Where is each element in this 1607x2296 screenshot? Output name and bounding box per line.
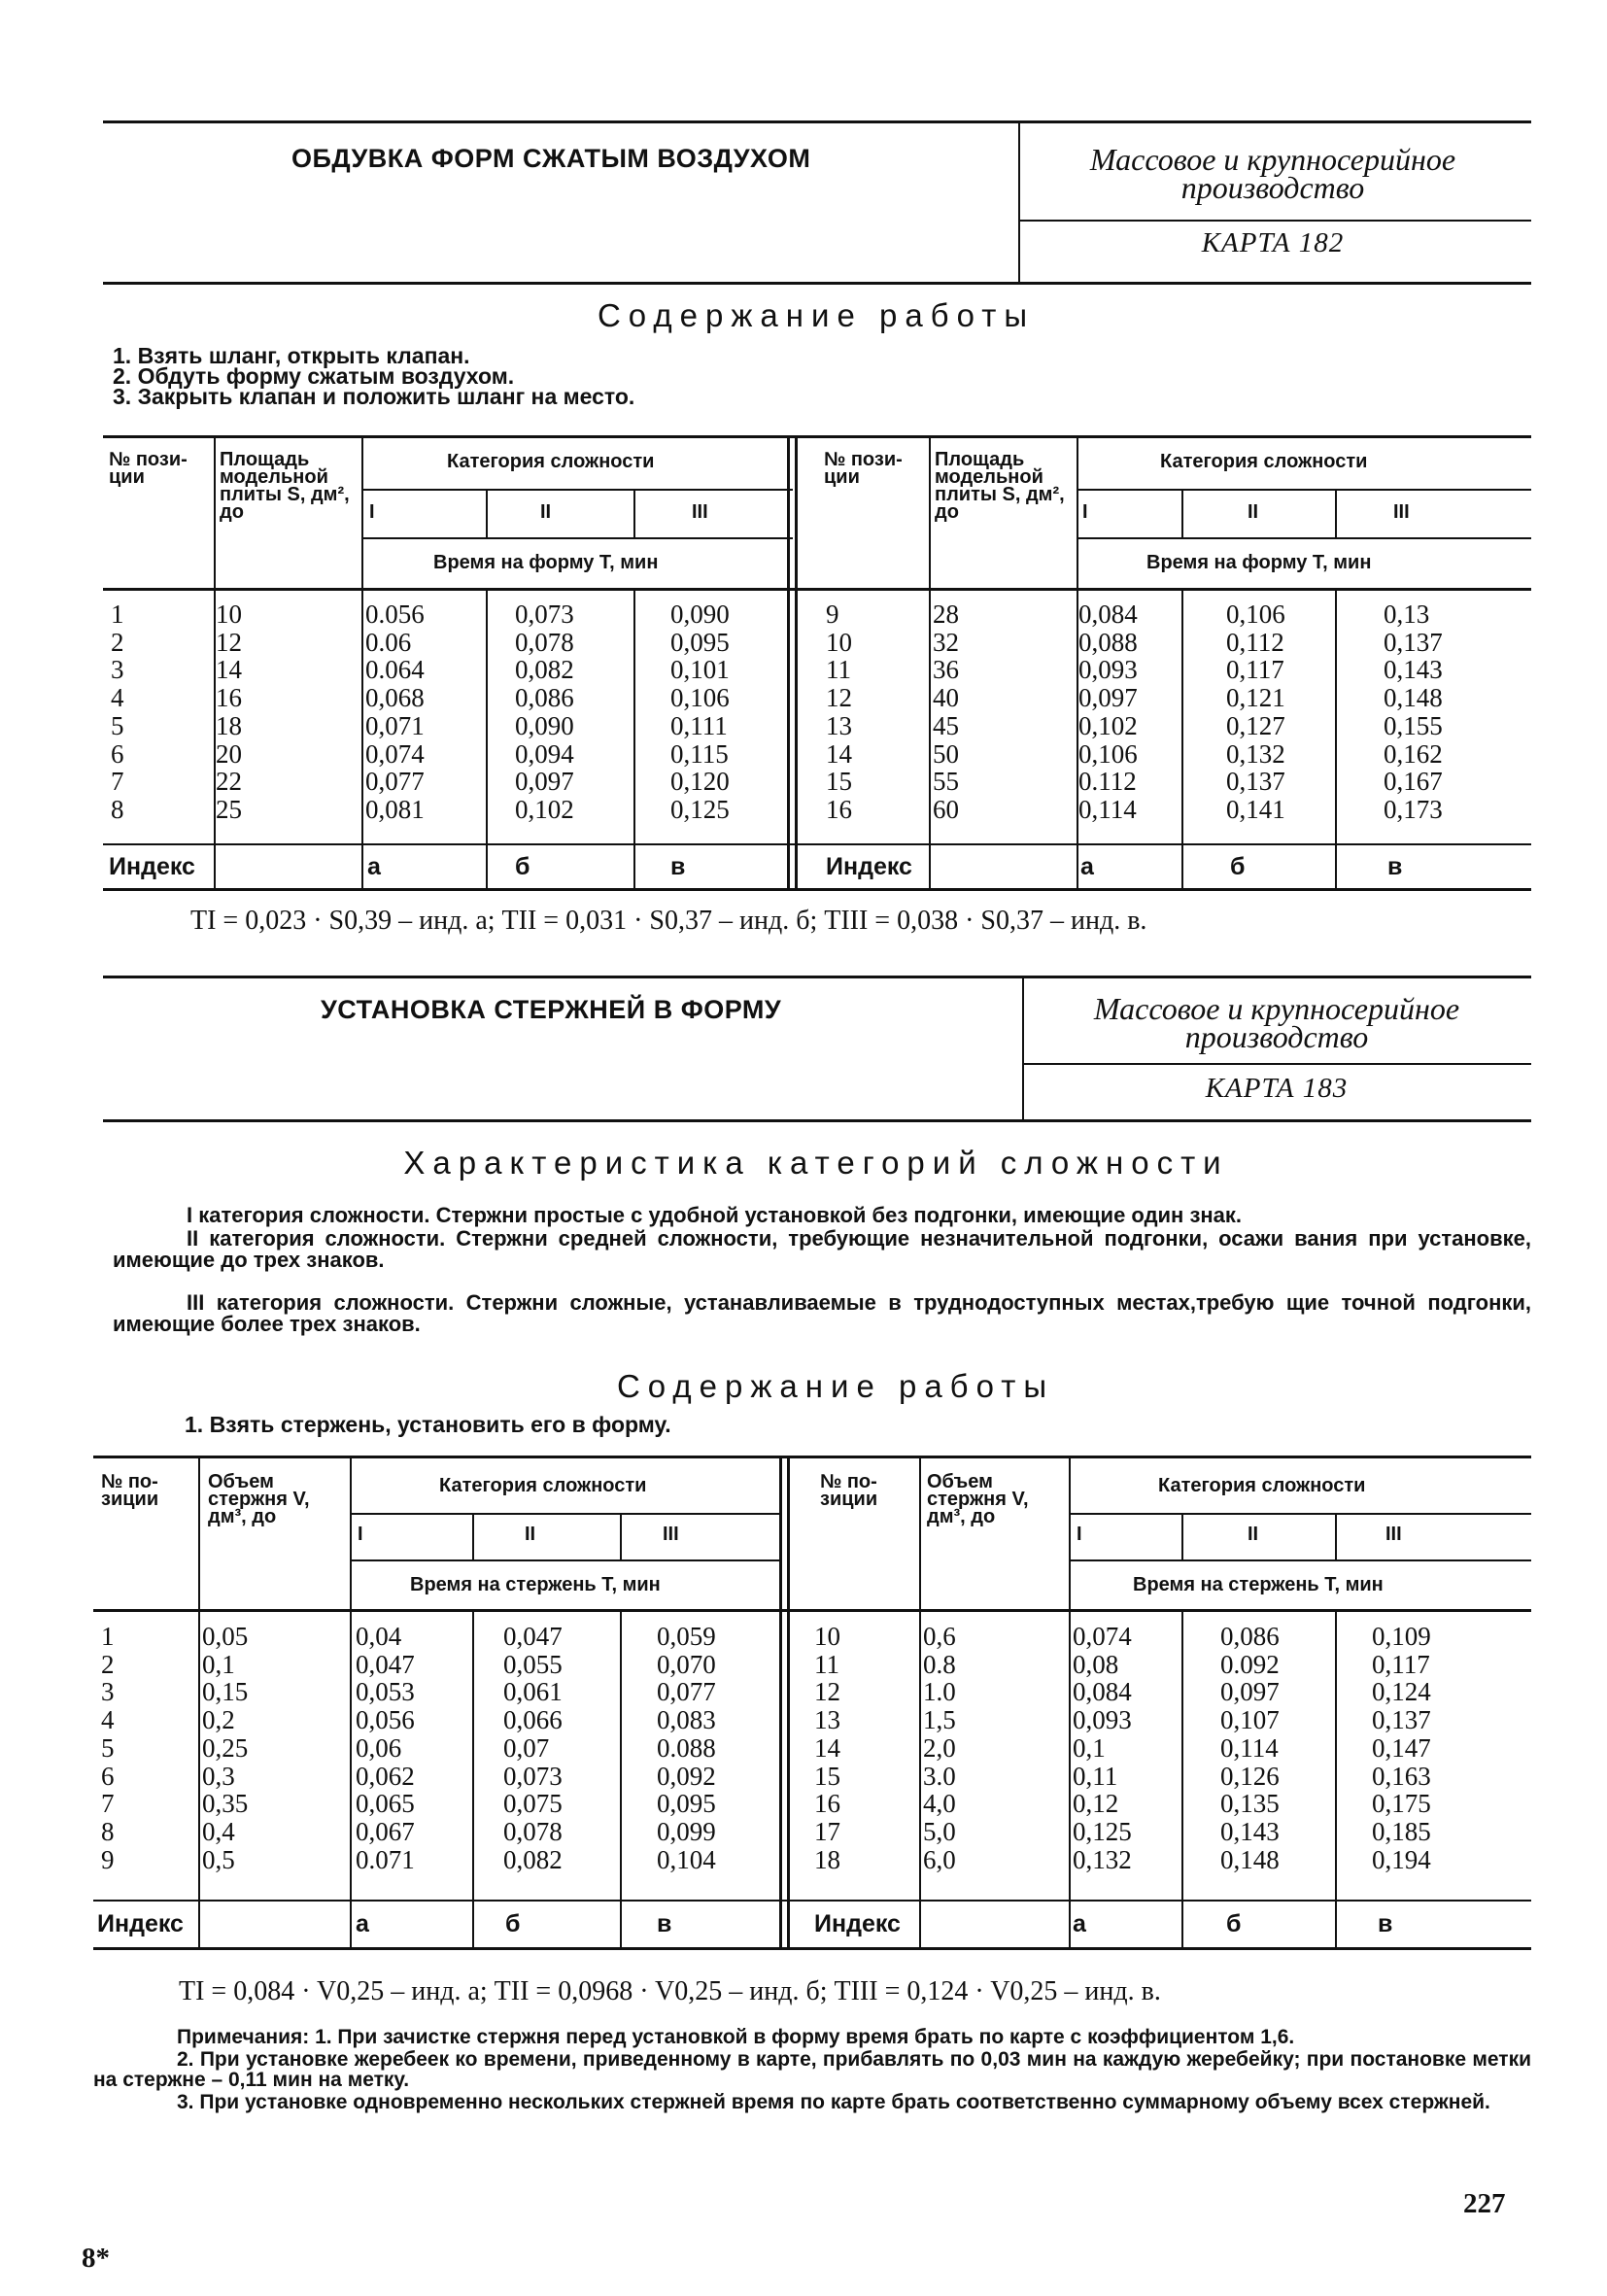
t182-left-area: 10 12 14 16 18 20 22 25 xyxy=(216,600,242,824)
t182-left-pos: 1 2 3 4 5 6 7 8 xyxy=(111,600,124,824)
card182-title: ОБДУВКА ФОРМ СЖАТЫМ ВОЗДУХОМ xyxy=(291,144,811,173)
t182-right-c1: 0,084 0,088 0,093 0,097 0,102 0,106 0.112 0,114 xyxy=(1078,600,1138,824)
cat-2-label: II xyxy=(540,501,552,523)
t182-left-c3: 0,090 0,095 0,101 0,106 0,111 0,115 0,120 0,125 xyxy=(670,600,730,824)
vol-cat-1-label: I xyxy=(358,1524,363,1545)
step-3: 3. Закрыть клапан и положить шланг на место. xyxy=(113,384,635,409)
col-time-header: Время на форму Т, мин xyxy=(433,552,659,573)
t183-right-vol: 0,6 0.8 1.0 1,5 2,0 3.0 4,0 5,0 6,0 xyxy=(923,1622,956,1874)
char-paragraph-2: II категория сложности. Стержни средней сложности, требующие незначительной подгонки, осажи вания при установке, имеющие до трех знаков. xyxy=(113,1226,1531,1272)
sheet-mark: 8* xyxy=(82,2243,110,2274)
t183-right-c1: 0,074 0,08 0,084 0,093 0,1 0,11 0,12 0,125 0,132 xyxy=(1073,1622,1132,1874)
vol-col-category-header-right: Категория сложности xyxy=(1158,1475,1366,1496)
vol-cat-1-label-right: I xyxy=(1077,1524,1082,1545)
vol-index-label: Индекс xyxy=(97,1910,184,1937)
t183-left-c1: 0,04 0,047 0,053 0,056 0,06 0,062 0,065 0,067 0.071 xyxy=(356,1622,415,1874)
vol-col-pos-header: № по-зиции xyxy=(101,1471,159,1510)
t182-right-pos: 9 10 11 12 13 14 15 16 xyxy=(826,600,852,824)
index-b-right: б xyxy=(1230,853,1246,880)
t182-right-c2: 0,106 0,112 0,117 0,121 0,127 0,132 0,137 0,141 xyxy=(1226,600,1285,824)
vol-col-vol-header: Объем стержня V, дм³, до xyxy=(208,1471,310,1527)
t183-left-pos: 1 2 3 4 5 6 7 8 9 xyxy=(101,1622,115,1874)
vol-index-label-right: Индекс xyxy=(814,1910,901,1937)
vol-index-v-right: в xyxy=(1378,1910,1393,1937)
col-area-header: Площадь модельной плиты S, дм², до xyxy=(220,449,350,523)
cat-1-label-right: I xyxy=(1082,501,1088,523)
t183-right-c3: 0,109 0,117 0,124 0,137 0,147 0,163 0,175 0,185 0,194 xyxy=(1372,1622,1431,1874)
t182-right-c3: 0,13 0,137 0,143 0,148 0,155 0,162 0,167 0,173 xyxy=(1384,600,1443,824)
cat-3-label-right: III xyxy=(1393,501,1410,523)
page-number: 227 xyxy=(1463,2188,1506,2219)
cat-1-label: I xyxy=(369,501,375,523)
t183-left-vol: 0,05 0,1 0,15 0,2 0,25 0,3 0,35 0,4 0,5 xyxy=(202,1622,249,1874)
card183-step: 1. Взять стержень, установить его в форму. xyxy=(185,1412,671,1437)
index-label-right: Индекс xyxy=(826,853,912,880)
index-a: а xyxy=(367,853,381,880)
t182-left-c1: 0.056 0.06 0.064 0,068 0,071 0,074 0,077 0,081 xyxy=(365,600,425,824)
t182-right-area: 28 32 36 40 45 50 55 60 xyxy=(933,600,959,824)
index-b: б xyxy=(515,853,530,880)
vol-cat-3-label: III xyxy=(663,1524,679,1545)
card183-content-heading: Содержание работы xyxy=(616,1368,1055,1404)
index-label: Индекс xyxy=(109,853,195,880)
t183-right-pos: 10 11 12 13 14 15 16 17 18 xyxy=(814,1622,840,1874)
vol-index-a-right: а xyxy=(1073,1910,1086,1937)
col-pos-header: № пози-ции xyxy=(109,449,188,488)
card183-formula: TI = 0,084 · V0,25 – инд. а; TII = 0,0968 · V0,25 – инд. б; TIII = 0,124 · V0,25 – инд. в. xyxy=(179,1976,1161,2006)
t183-right-c2: 0,086 0.092 0,097 0,107 0,114 0,126 0,135 0,143 0,148 xyxy=(1220,1622,1280,1874)
note-3: 3. При установке одновременно нескольких стержней время по карте брать соответственно суммарному объему всех стержней. xyxy=(177,2091,1490,2113)
note-1: Примечания: 1. При зачистке стержня перед установкой в форму время брать по карте с коэффициентом 1,6. xyxy=(177,2026,1295,2048)
col-category-header-right: Категория сложности xyxy=(1160,451,1368,472)
vol-cat-3-label-right: III xyxy=(1385,1524,1402,1545)
vol-col-time-header-right: Время на стержень Т, мин xyxy=(1133,1574,1384,1595)
cat-3-label: III xyxy=(692,501,708,523)
characteristics-heading: Характеристика категорий сложности xyxy=(403,1145,1229,1181)
card183-number: КАРТА 183 xyxy=(1205,1073,1349,1104)
vol-index-b-right: б xyxy=(1226,1910,1242,1937)
vol-col-pos-header-right: № по-зиции xyxy=(820,1471,878,1510)
col-area-header-right: Площадь модельной плиты S, дм², до xyxy=(935,449,1065,523)
char-paragraph-3: III категория сложности. Стержни сложные, устанавливаемые в труднодоступных местах,требую щие точной подгонки, имеющие более трех знаков. xyxy=(113,1290,1531,1336)
t182-left-c2: 0,073 0,078 0,082 0,086 0,090 0,094 0,097 0,102 xyxy=(515,600,574,824)
card183-production: Массовое и крупносерийное производство xyxy=(1093,991,1460,1054)
vol-col-time-header: Время на стержень Т, мин xyxy=(410,1574,661,1595)
char-paragraph-1: I категория сложности. Стержни простые с удобной установкой без подгонки, имеющие один знак. xyxy=(187,1203,1243,1227)
col-time-header-right: Время на форму Т, мин xyxy=(1146,552,1372,573)
col-category-header: Категория сложности xyxy=(447,451,655,472)
step-1: 1. Взять шланг, открыть клапан. xyxy=(113,343,470,368)
index-v: в xyxy=(670,853,686,880)
vol-index-a: а xyxy=(356,1910,369,1937)
index-v-right: в xyxy=(1387,853,1403,880)
t183-left-c2: 0,047 0,055 0,061 0,066 0,07 0,073 0,075 0,078 0,082 xyxy=(503,1622,563,1874)
cat-2-label-right: II xyxy=(1248,501,1259,523)
col-pos-header-right: № пози-ции xyxy=(824,449,903,488)
step-2: 2. Обдуть форму сжатым воздухом. xyxy=(113,363,515,389)
card182-number: КАРТА 182 xyxy=(1201,227,1345,258)
card182-formula: TI = 0,023 · S0,39 – инд. а; TII = 0,031 · S0,37 – инд. б; TIII = 0,038 · S0,37 – инд. в. xyxy=(190,906,1147,936)
vol-index-b: б xyxy=(505,1910,521,1937)
t183-left-c3: 0,059 0,070 0,077 0,083 0.088 0,092 0,095 0,099 0,104 xyxy=(657,1622,716,1874)
note-2: 2. При установке жеребеек ко времени, приведенному в карте, прибавлять по 0,03 мин на каждую жеребейку; при постановке метки на стержне – 0,11 мин на метку. xyxy=(93,2048,1531,2091)
vol-cat-2-label: II xyxy=(525,1524,536,1545)
card183-title: УСТАНОВКА СТЕРЖНЕЙ В ФОРМУ xyxy=(321,995,782,1024)
index-a-right: а xyxy=(1080,853,1094,880)
vol-col-category-header: Категория сложности xyxy=(439,1475,647,1496)
card182-content-heading: Содержание работы xyxy=(597,297,1036,333)
card182-production: Массовое и крупносерийное производство xyxy=(1089,142,1456,205)
notes xyxy=(93,2027,1531,2112)
card182-steps xyxy=(113,343,987,409)
vol-cat-2-label-right: II xyxy=(1248,1524,1259,1545)
vol-col-vol-header-right: Объем стержня V, дм³, до xyxy=(927,1471,1029,1527)
vol-index-v: в xyxy=(657,1910,672,1937)
